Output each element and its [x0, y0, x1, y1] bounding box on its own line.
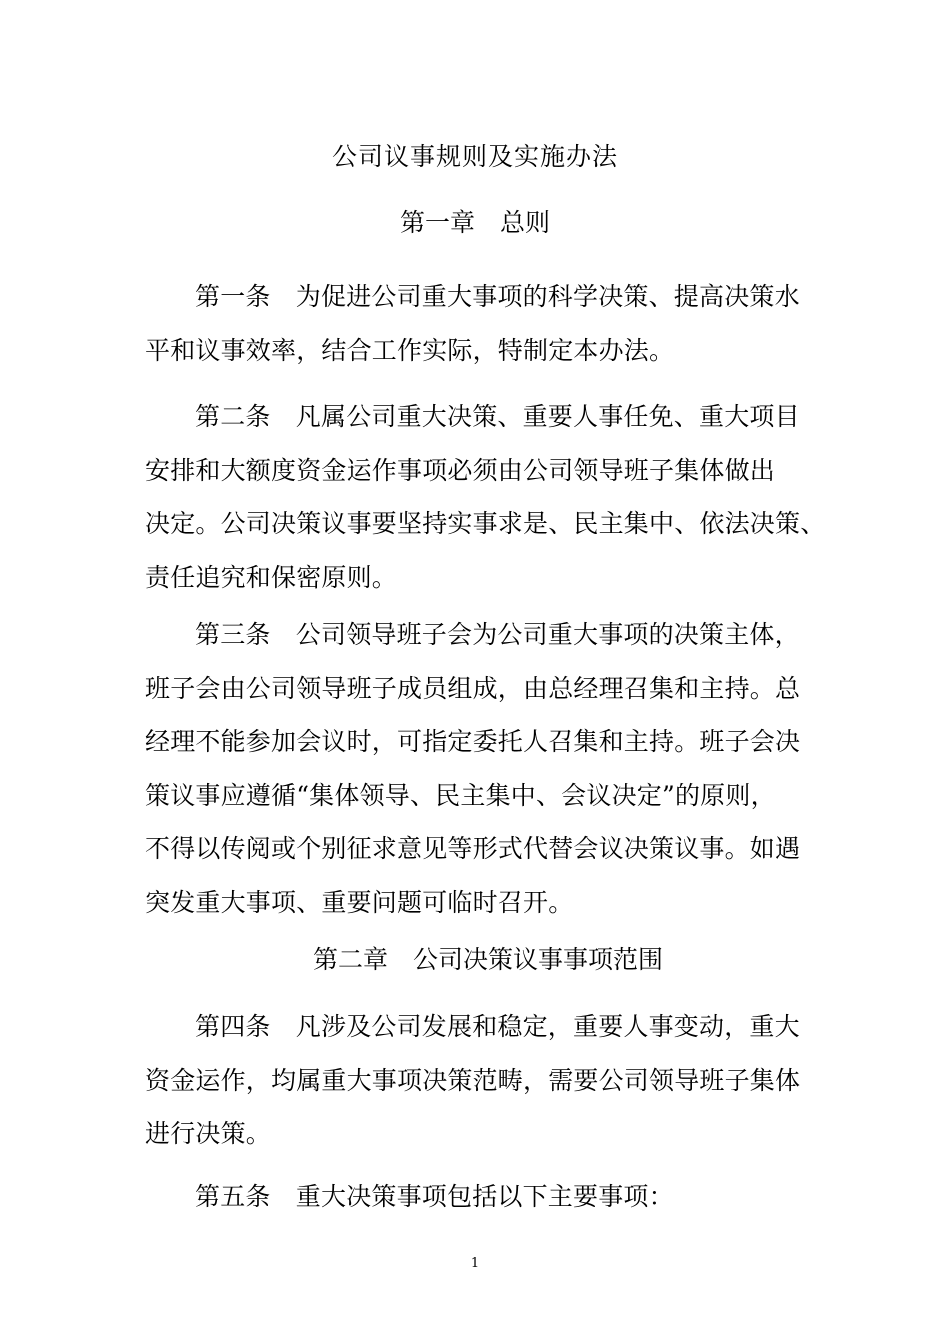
- article-4-line: 进行决策。: [145, 1119, 272, 1148]
- article-3-line: 突发重大事项、重要问题可临时召开。: [145, 887, 574, 917]
- article-1: [145, 270, 810, 377]
- article-3-line: 第三条 公司领导班子会为公司重大事项的决策主体，: [195, 620, 800, 649]
- article-4: [145, 1000, 810, 1161]
- article-2-line: 第二条 凡属公司重大决策、重要人事任免、重大项目: [195, 402, 800, 431]
- article-3: [145, 608, 810, 929]
- article-3-line: 策议事应遵循“集体领导、民主集中、会议决定”的原则，: [145, 780, 776, 810]
- article-1-line: 第一条 为促进公司重大事项的科学决策、提高决策水: [195, 282, 800, 311]
- article-3-line: 班子会由公司领导班子成员组成，由总经理召集和主持。总: [145, 673, 801, 703]
- page-number: 1: [470, 1256, 480, 1271]
- article-2-line: 决定。公司决策议事要坚持实事求是、民主集中、依法决策、: [145, 509, 826, 538]
- article-3-line: 不得以传阅或个别征求意见等形式代替会议决策议事。如遇: [145, 834, 801, 863]
- article-2-line: 安排和大额度资金运作事项必须由公司领导班子集体做出: [145, 455, 776, 485]
- article-1-line: 平和议事效率，结合工作实际，特制定本办法。: [145, 335, 675, 365]
- chapter-2-heading: 第二章 公司决策议事事项范围: [312, 945, 663, 974]
- article-3-line: 经理不能参加会议时，可指定委托人召集和主持。班子会决: [145, 727, 801, 756]
- article-5-line: 第五条 重大决策事项包括以下主要事项：: [195, 1182, 674, 1211]
- article-2-line: 责任追究和保密原则。: [145, 562, 398, 592]
- article-5: [145, 1170, 810, 1224]
- chapter-1-heading: 第一章 总则: [399, 208, 550, 237]
- document-title: 公司议事规则及实施办法: [331, 142, 618, 171]
- article-4-line: 第四条 凡涉及公司发展和稳定，重要人事变动，重大: [195, 1012, 800, 1041]
- article-4-line: 资金运作，均属重大事项决策范畴，需要公司领导班子集体: [145, 1065, 801, 1095]
- article-2: [145, 390, 826, 604]
